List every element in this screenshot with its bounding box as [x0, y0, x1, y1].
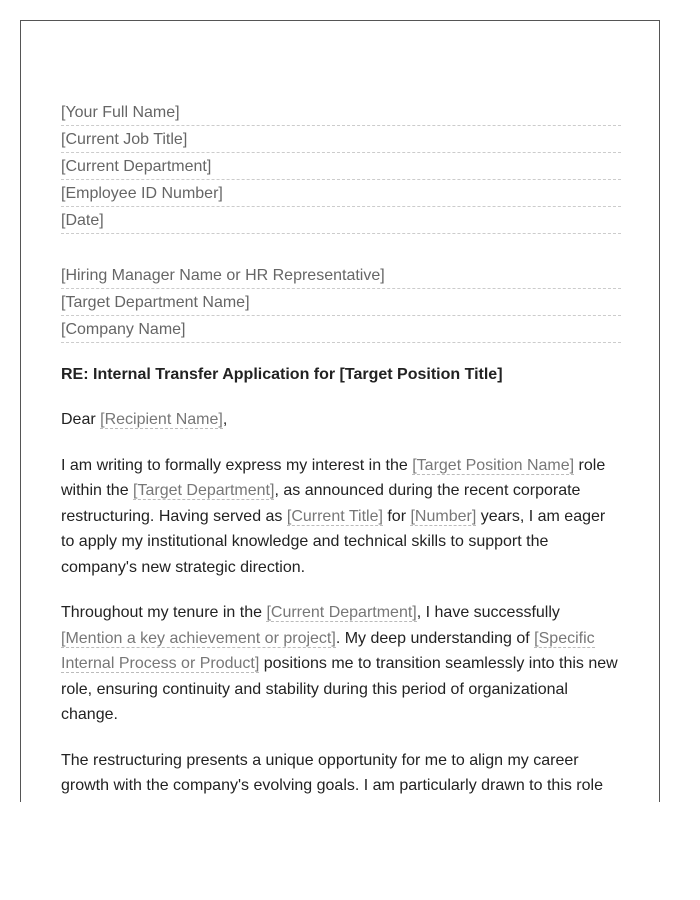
letter-date[interactable]: [Date] — [61, 209, 621, 234]
recipient-block — [61, 264, 621, 343]
p1-number-placeholder[interactable]: [Number] — [410, 507, 477, 525]
sender-name[interactable]: [Your Full Name] — [61, 101, 621, 126]
p2-achievement-placeholder[interactable]: [Mention a key achievement or project] — [61, 629, 336, 647]
p1-text-3: , as announced during the recent corporate restructuring. Having served as — [61, 482, 581, 525]
salutation-recipient-placeholder[interactable]: [Recipient Name] — [100, 411, 223, 428]
p2-current-department-placeholder[interactable]: [Current Department] — [266, 604, 417, 621]
salutation-prefix: Dear — [61, 411, 101, 428]
p1-text-1: I am writing to formally express my interest in the — [61, 456, 413, 474]
p2-text-2: , I have successfully — [416, 604, 560, 621]
sender-job-title[interactable]: [Current Job Title] — [61, 128, 621, 153]
p1-target-position-placeholder[interactable]: [Target Position Name] — [412, 456, 575, 474]
p3-text-1: The restructuring presents a unique opportunity for me to align my career growth with the company's evolving goals. I am particularly drawn to this role — [61, 751, 603, 794]
recipient-department[interactable]: [Target Department Name] — [61, 291, 621, 316]
p1-text-4: for — [382, 507, 411, 525]
recipient-name[interactable]: [Hiring Manager Name or HR Representative] — [61, 264, 621, 289]
paragraph-1 — [61, 453, 621, 581]
letter-page — [20, 20, 660, 802]
p2-internal-process-placeholder[interactable]: [Specific Internal Process or Product] — [61, 629, 595, 672]
subject-line: RE: Internal Transfer Application for [Target Position Title] — [61, 366, 503, 383]
p2-text-4: positions me to transition seamlessly into this new role, ensuring continuity and stability during this period of organizational change. — [61, 655, 618, 723]
sender-department[interactable]: [Current Department] — [61, 155, 621, 180]
recipient-company[interactable]: [Company Name] — [61, 318, 621, 343]
salutation — [61, 407, 621, 433]
paragraph-3 — [61, 748, 621, 799]
sender-employee-id[interactable]: [Employee ID Number] — [61, 182, 621, 207]
p1-current-title-placeholder[interactable]: [Current Title] — [286, 507, 383, 525]
p2-text-3: . My deep understanding of — [335, 629, 535, 647]
p1-target-department-placeholder[interactable]: [Target Department] — [133, 482, 275, 499]
p1-text-5: years, I am eager to apply my institutional knowledge and technical skills to support the company's new strategic direction. — [61, 507, 606, 576]
paragraph-2 — [61, 600, 621, 728]
salutation-suffix: , — [222, 411, 228, 428]
p1-text-2: role within the — [61, 456, 606, 499]
p2-text-1: Throughout my tenure in the — [61, 604, 267, 621]
sender-block — [61, 101, 621, 234]
letter-content — [61, 101, 621, 802]
